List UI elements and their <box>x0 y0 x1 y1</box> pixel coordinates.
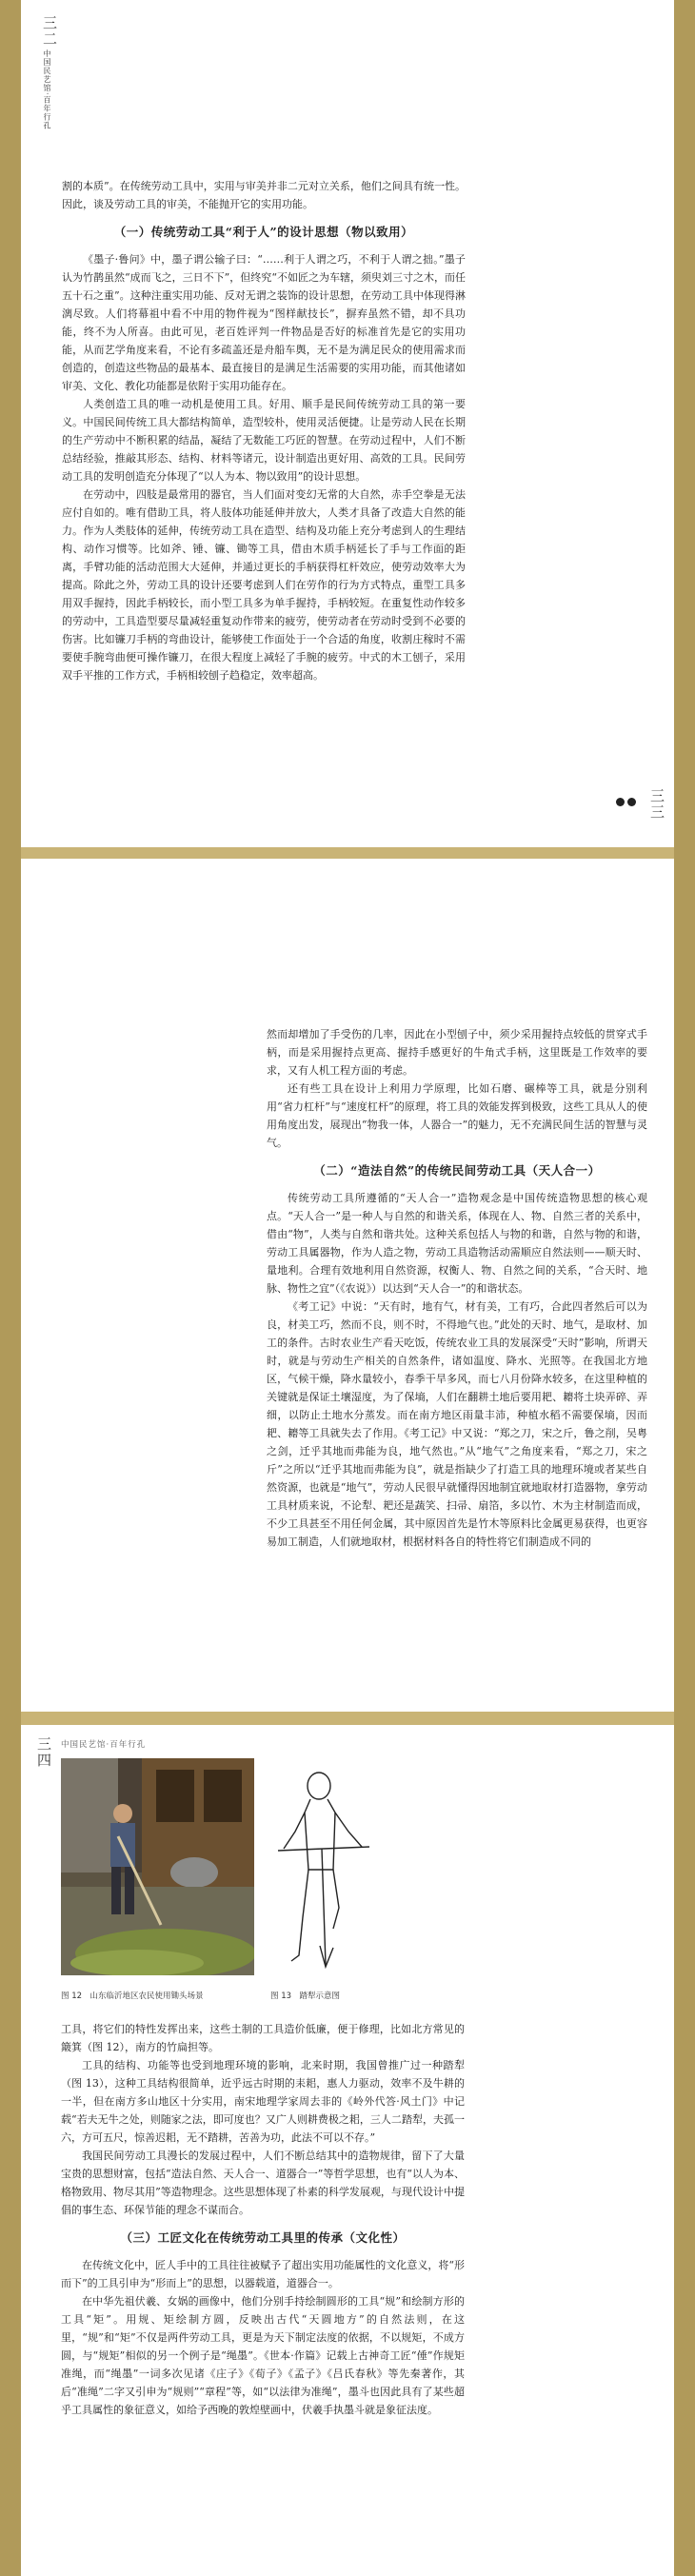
page-gap <box>21 1712 674 1725</box>
figure-13-caption: 图 13 踏犁示意图 <box>270 1991 341 2001</box>
page-gap <box>21 847 674 859</box>
page-marker-dot <box>616 798 625 806</box>
figure-13-drawing <box>267 1765 381 1974</box>
page-number-vertical: 三三 <box>648 788 665 821</box>
paragraph: 然而却增加了手受伤的几率，因此在小型刨子中，须少采用握持点较低的贯穿式手柄，而是采用握持点更高、握持手感更好的牛角式手柄，这里既是工作效率的要求，又有人机工程方面的考虑。 <box>267 1028 647 1077</box>
section-heading: （二）“造法自然”的传统民间劳动工具（天人合一） <box>313 1163 601 1178</box>
paragraph: 《墨子·鲁问》中，墨子谓公输子曰：“……利于人谓之巧，不利于人谓之拙。”墨子认为竹鹊虽然“成而飞之，三日不下”，但终究“不如匠之为车辖，须臾刘三寸之木，而任五十石之重”。这种注重实用功能、反对无谓之装饰的设计思想，在劳动工具中体现得淋漓尽致。人们将幕祖中看不中用的物件视为“图样献技长”，摒弃虽然不错，却不具功能，终不为人所喜。由此可见，老百姓评判一件物品是否好的标准首先是它的实用功能，从而艺学角度来看，不论有多疏盖还是舟船车舆，无不是为满足民众的使用需求而创造的，创造这些物品的最基本、最直接目的是满足生活需要的实用功能，而其他诸如审美、文化、教化功能都是依附于实用功能存在。 <box>62 253 466 392</box>
section-heading: （一）传统劳动工具“利于人”的设计思想（物以致用） <box>113 225 414 239</box>
page-number-vertical: 三二 <box>41 15 58 48</box>
paragraph: 还有些工具在设计上利用力学原理，比如石磨、碾棒等工具，就是分别利用“省力杠杆”与“速度杠杆”的原理，将工具的效能发挥到极致，这些工具从人的使用角度出发，展现出“物我一体，人器合一”的魅力，无不充满民间生活的智慧与灵气。 <box>267 1082 647 1149</box>
paragraph: 人类创造工具的唯一动机是使用工具。好用、顺手是民间传统劳动工具的第一要义。中国民间传统工具大都结构简单，造型较朴，使用灵活便捷。让是劳动人民在长期的生产劳动中不断积累的结晶，凝结了无数能工巧匠的智慧。在劳动过程中，人们不断总结经验，推敲其形态、结构、材料等诸元，设计制造出更好用、高效的工具。民间劳动工具的发明创造充分体现了“以人为本、物以致用”的设计思想。 <box>62 398 466 483</box>
paragraph: 在劳动中，四肢是最常用的器官，当人们面对变幻无常的大自然，赤手空拳是无法应付自如的。唯有借助工具，将人肢体功能延伸并放大，人类才具备了改造大自然的能力。作为人类肢体的延伸，传统劳动工具在造型、结构及功能上充分考虑到人的生理结构、动作习惯等。比如斧、锤、镰、锄等工具，借由木质手柄延长了手与工作面的距离，手臂功能的活动范围大大延伸，并通过更长的手柄获得杠杆效应，使劳动效率大为提高。除此之外，劳动工具的设计还要考虑到人们在劳作的行为方式特点，重型工具多用双手握持，因此手柄较长，而小型工具多为单手握持，手柄较短。在重复性动作较多的劳动中，工具造型要尽量减轻重复动作带来的疲劳，使劳动者在劳动时受到不必要的伤害。比如镰刀手柄的弯曲设计，能够使工作面处于一个合适的角度，收割庄稼时不需要使手腕弯曲便可操作镰刀，在很大程度上减轻了手腕的疲劳。中式的木工刨子，采用双手平推的工作方式，手柄相较刨子趋稳定，效率超高。 <box>62 488 466 682</box>
paragraph: 传统劳动工具所遵循的“天人合一”造物观念是中国传统造物思想的核心观点。“天人合一”是一种人与自然的和谐关系，体现在人、物、自然三者的关系中，借由“物”，人类与自然和谐共处。这种关系包括人与物的和谐，自然与物的和谐，劳动工具属器物，作为人造之物，劳动工具造物活动需顺应自然法则——顺天时、量地利。合理有效地利用自然资源，权衡人、物、自然之间的关系，“合天时、地脉、物性之宜”（《农说》）以达到“天人合一”的和谐状态。 <box>267 1192 647 1295</box>
text-column <box>62 177 466 684</box>
page-1 <box>21 0 674 847</box>
page-marker-dot <box>627 798 636 806</box>
running-head-vertical: 中国民艺馆·百年行孔 <box>43 50 51 130</box>
paragraph: 割的本质”。在传统劳动工具中，实用与审美并非二元对立关系，他们之间具有统一性。因此，谈及劳动工具的审美，不能抛开它的实用功能。 <box>62 180 466 210</box>
paragraph: 在传统文化中，匠人手中的工具往往被赋予了超出实用功能属性的文化意义，将“形而下”的工具引申为“形而上”的思想，以器载道，道器合一。 <box>61 2259 465 2289</box>
paragraph: 我国民间劳动工具漫长的发展过程中，人们不断总结其中的造物规律，留下了大量宝贵的思想财富，包括“造法自然、天人合一、道器合一”等哲学思想，也有“以人为本、格物致用、物尽其用”等造物理念。这些思想体现了朴素的科学发展观，与现代设计中提倡的事生态、环保节能的理念不谋而合。 <box>61 2150 465 2216</box>
foot-plough-illustration <box>267 1765 381 1974</box>
text-column <box>267 1025 647 1551</box>
page-3 <box>21 1725 674 2576</box>
running-head: 中国民艺馆·百年行孔 <box>61 1740 147 1750</box>
paragraph: 工具的结构、功能等也受到地理环境的影响，北来时期，我国曾推广过一种踏犁（图 13），这种工具结构很简单，近乎远古时期的耒耜，惠人力驱动，效率不及牛耕的一半，但在南方多山地区十分实用，南宋地理学家周去非的《岭外代答·风土门》中记载“若夫无牛之处，则随家之法，即可度也？又广人则耕费极之耜，三人二踏犁，夫孤一六，方可五尺，惊善迟耜，无不踏耕，苦善为功，此法不可以不存。” <box>61 2059 465 2144</box>
page-number-vertical: 三四 <box>35 1736 52 1769</box>
farmer-sweeping-photo <box>61 1758 254 1975</box>
paragraph: 工具，将它们的特性发挥出来，这些土制的工具造价低廉，便于修理，比如北方常见的簸箕（图 12），南方的竹扁担等。 <box>61 2023 465 2053</box>
section-heading: （三）工匠文化在传统劳动工具里的传承（文化性） <box>120 2230 406 2245</box>
page-2 <box>21 859 674 1712</box>
text-column <box>61 2020 465 2419</box>
figure-12-caption: 图 12 山东临沂地区农民使用锄头场景 <box>61 1991 204 2001</box>
paragraph: 《考工记》中说：“天有时，地有气，材有美，工有巧，合此四者然后可以为良，材美工巧，然而不良，则不时，不得地气也。”此处的天时、地气，是取材、加工的条件。古时农业生产看天吃饭，传统农业工具的发展深受“天时”影响，所谓天时，就是与劳动生产相关的自然条件，诸如温度、降水、光照等。在我国北方地区，气候干燥，降水量较小，春季干旱多风，而七八月份降水较多，在这里种植的关键就是保证土壤湿度，为了保墒，人们在翻耕土地后要用耙、耱将土块弄碎、弄细，以防止土地水分蒸发。而在南方地区雨量丰沛，种植水稻不需要保墒，因而耙、耱等工具就失去了作用。《考工记》中又说：“郑之刀，宋之斤，鲁之削，吴粤之剑，迁乎其地而弗能为良，地气然也。”从“地气”之角度来看，“郑之刀，宋之斤”之所以“迁乎其地而弗能为良”，就是指缺少了打造工具的地理环境或者某些自然资源，也就是“地气”，劳动人民很早就懂得因地制宜就地取材打造器物，拿劳动工具材质来说，不论犁、耙还是蔬笑、扫帚、扇箔，多以竹、木为主材制造而成，不少工具甚至不用任何金属，其中原因首先是竹木等原料比金属更易获得，也更容易加工制造，人们就地取材，根据材料各自的特性将它们制造成不同的 <box>267 1300 647 1548</box>
paragraph: 在中华先祖伏羲、女娲的画像中，他们分别手持绘制圆形的工具“规”和绘制方形的工具“矩”。用规、矩绘制方圆，反映出古代“天圆地方”的自然法则，在这里，“规”和“矩”不仅是两件劳动工具，更是为天下制定法度的依据，不以规矩，不成方圆，与“规矩”相似的另一个例子是“绳墨”。《世本·作篇》记载上古神奇工匠“倕”作规矩准绳，而“绳墨”一词多次见诸《庄子》《荀子》《孟子》《吕氏春秋》等先秦著作，其后“准绳”二字又引申为“规则”“章程”等，如“以法律为准绳”，墨斗也因此具有了某些超乎工具属性的象征意义，如给予西晚的敦煌壁画中，伏羲手执墨斗就是象征法度。 <box>61 2295 465 2416</box>
figure-12-photo <box>61 1758 254 1975</box>
